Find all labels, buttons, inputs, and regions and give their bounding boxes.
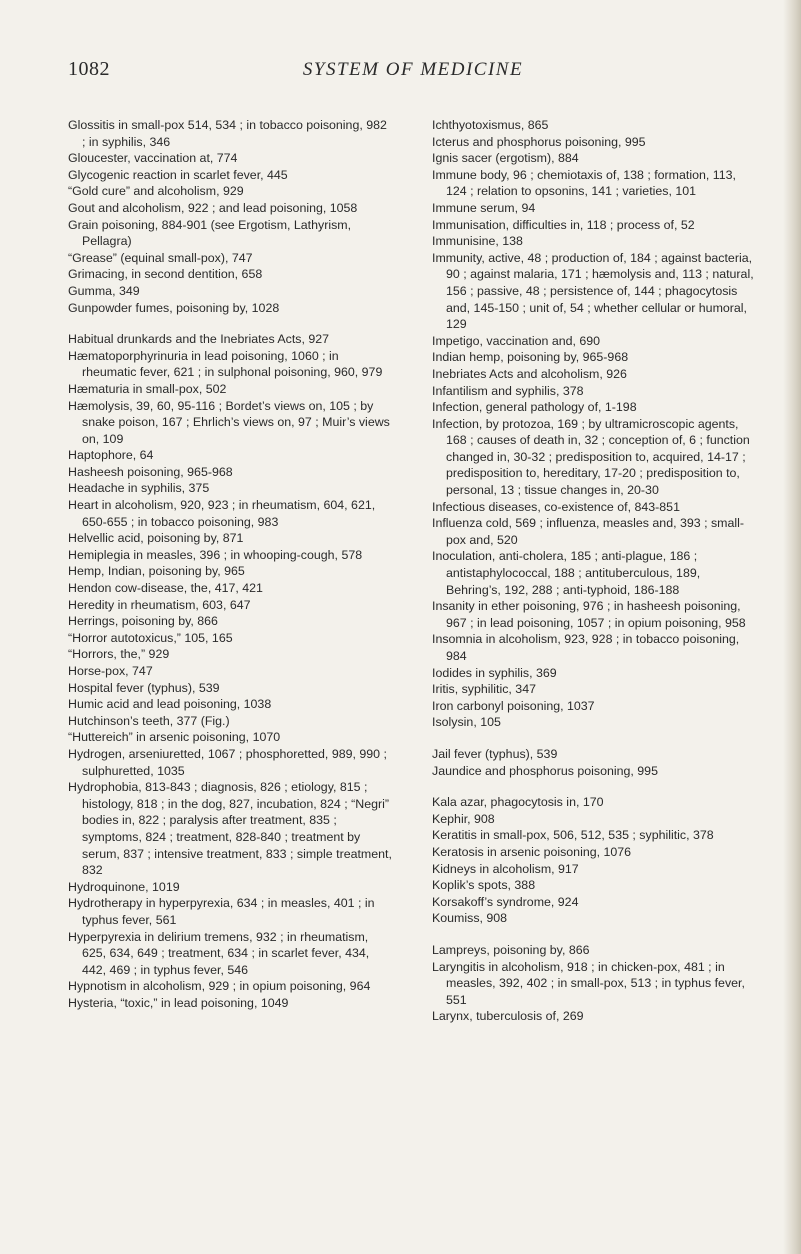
index-entry: Kala azar, phagocytosis in, 170 [432, 795, 604, 810]
index-entry: Korsakoff’s syndrome, 924 [432, 894, 579, 909]
index-entry: Hypnotism in alcoholism, 929 ; in opium poisoning, 964 [68, 979, 371, 994]
index-entry: Icterus and phosphorus poisoning, 995 [432, 134, 646, 149]
index-entry: Gloucester, vaccination at, 774 [68, 151, 238, 166]
index-entry: Laryngitis in alcoholism, 918 ; in chicken-pox, 481 ; in measles, 392, 402 ; in small-pox, 513 ; in typhus fever, 551 [432, 959, 745, 1007]
index-entry: Ignis sacer (ergotism), 884 [432, 151, 579, 166]
index-entry: Kephir, 908 [432, 811, 495, 826]
section-gap [432, 731, 757, 746]
index-entry: Hutchinson’s teeth, 377 (Fig.) [68, 713, 230, 728]
index-entry: Heart in alcoholism, 920, 923 ; in rheumatism, 604, 621, 650-655 ; in tobacco poisoning, 983 [68, 498, 376, 529]
index-columns [68, 117, 768, 1197]
index-entry: Haptophore, 64 [68, 448, 154, 463]
index-entry: Herrings, poisoning by, 866 [68, 614, 218, 629]
index-entry: Hyperpyrexia in delirium tremens, 932 ; in rheumatism, 625, 634, 649 ; treatment, 634 ; in scarlet fever, 434, 442, 469 ; in typhus fever, 546 [68, 929, 370, 977]
index-entry: Lampreys, poisoning by, 866 [432, 942, 590, 957]
index-entry: Impetigo, vaccination and, 690 [432, 333, 601, 348]
index-entry: Immunisation, difficulties in, 118 ; process of, 52 [432, 217, 695, 232]
index-entry: Kidneys in alcoholism, 917 [432, 861, 579, 876]
index-entry: Hydrophobia, 813-843 ; diagnosis, 826 ; etiology, 815 ; histology, 818 ; in the dog, 827, incubation, 824 ; “Negri” bodies in, 822 ; paralysis after treatment, 835 ; symptoms, 824 ; treatment, 828-840 ; treatment by serum, 837 ; intensive treatment, 833 ; simple treatment, 832 [68, 780, 392, 878]
index-entry: Koplik’s spots, 388 [432, 878, 536, 893]
index-entry: Hasheesh poisoning, 965-968 [68, 464, 233, 479]
index-entry: Infection, general pathology of, 1-198 [432, 400, 637, 415]
index-entry: Insanity in ether poisoning, 976 ; in hasheesh poisoning, 967 ; in lead poisoning, 1057 ; in opium poisoning, 958 [432, 599, 746, 630]
index-entry: Infantilism and syphilis, 378 [432, 383, 584, 398]
running-title: SYSTEM OF MEDICINE [302, 59, 524, 80]
index-entry: Iodides in syphilis, 369 [432, 665, 557, 680]
section-gap [68, 316, 393, 331]
index-entry: Immune body, 96 ; chemiotaxis of, 138 ; formation, 113, 124 ; relation to opsonins, 141 ; varieties, 101 [432, 167, 736, 199]
index-entry: Hendon cow-disease, the, 417, 421 [68, 581, 263, 596]
section-gap [432, 779, 757, 794]
index-entry: Hæmaturia in small-pox, 502 [68, 381, 227, 396]
index-entry: Iron carbonyl poisoning, 1037 [432, 698, 595, 713]
index-entry: Infectious diseases, co-existence of, 843-851 [432, 499, 680, 514]
page-number: 1082 [68, 58, 110, 80]
index-entry: Isolysin, 105 [432, 715, 501, 730]
index-entry: Iritis, syphilitic, 347 [432, 682, 536, 697]
index-entry: “Horror autotoxicus,” 105, 165 [68, 630, 233, 645]
index-entry: Jail fever (typhus), 539 [432, 746, 558, 761]
index-entry: Infection, by protozoa, 169 ; by ultramicroscopic agents, 168 ; causes of death in, 32 ; conception of, 6 ; function changed in, 30-32 ; predisposition to, acquired, 14-17 ; predisposition to, hereditary, 17-20 ; predisposition to, personal, 13 ; tissue changes in, 20-30 [432, 416, 750, 498]
index-entry: Ichthyotoxismus, 865 [432, 118, 549, 132]
index-entry: Glycogenic reaction in scarlet fever, 445 [68, 167, 288, 182]
index-entry: Inebriates Acts and alcoholism, 926 [432, 366, 627, 381]
index-entry: Insomnia in alcoholism, 923, 928 ; in tobacco poisoning, 984 [432, 632, 740, 663]
index-entry: Grimacing, in second dentition, 658 [68, 267, 263, 282]
index-entry: Hæmolysis, 39, 60, 95-116 ; Bordet’s views on, 105 ; by snake poison, 167 ; Ehrlich’s views on, 97 ; Muir’s views on, 109 [68, 398, 390, 446]
index-entry: Hospital fever (typhus), 539 [68, 680, 220, 695]
index-entry: Keratitis in small-pox, 506, 512, 535 ; syphilitic, 378 [432, 828, 714, 843]
index-entry: Glossitis in small-pox 514, 534 ; in tobacco poisoning, 982 ; in syphilis, 346 [68, 118, 387, 149]
index-entry: Influenza cold, 569 ; influenza, measles and, 393 ; small-pox and, 520 [432, 516, 745, 547]
index-entry: Helvellic acid, poisoning by, 871 [68, 531, 244, 546]
index-entry: Larynx, tuberculosis of, 269 [432, 1009, 584, 1024]
index-entry: Immunity, active, 48 ; production of, 184 ; against bacteria, 90 ; against malaria, 171 ; hæmolysis and, 113 ; natural, 156 ; passive, 48 ; persistence of, 144 ; phagocytosis and, 145-150 ; unit of, 54 ; whether cellular or humoral, 129 [432, 250, 754, 332]
index-entry: Gumma, 349 [68, 283, 140, 298]
index-entry: Hydroquinone, 1019 [68, 879, 180, 894]
index-entry: Immunisine, 138 [432, 234, 523, 249]
page-header [68, 58, 758, 90]
index-entry: Heredity in rheumatism, 603, 647 [68, 597, 251, 612]
index-entry: Inoculation, anti-cholera, 185 ; anti-plague, 186 ; antistaphylococcal, 188 ; antituberculous, 189, Behring’s, 192, 288 ; anti-typhoid, 186-188 [432, 549, 701, 597]
index-entry: Jaundice and phosphorus poisoning, 995 [432, 763, 658, 778]
index-entry: Habitual drunkards and the Inebriates Acts, 927 [68, 332, 330, 347]
index-entry: Keratosis in arsenic poisoning, 1076 [432, 844, 632, 859]
index-entry: “Huttereich” in arsenic poisoning, 1070 [68, 730, 281, 745]
index-entry: “Horrors, the,” 929 [68, 647, 170, 662]
index-entry: Headache in syphilis, 375 [68, 481, 210, 496]
section-gap [432, 927, 757, 942]
page-edge-shadow [783, 0, 801, 1254]
index-column-right [432, 117, 757, 1025]
index-entry: Koumiss, 908 [432, 911, 508, 926]
index-column-left [68, 117, 393, 1011]
index-entry: “Gold cure” and alcoholism, 929 [68, 184, 244, 199]
index-entry: Hysteria, “toxic,” in lead poisoning, 1049 [68, 995, 289, 1010]
index-entry: “Grease” (equinal small-pox), 747 [68, 250, 253, 265]
index-entry: Gout and alcoholism, 922 ; and lead poisoning, 1058 [68, 200, 358, 215]
index-entry: Humic acid and lead poisoning, 1038 [68, 697, 272, 712]
index-entry: Hemp, Indian, poisoning by, 965 [68, 564, 245, 579]
index-entry: Indian hemp, poisoning by, 965-968 [432, 350, 629, 365]
index-entry: Grain poisoning, 884-901 (see Ergotism, Lathyrism, Pellagra) [68, 217, 352, 249]
index-entry: Gunpowder fumes, poisoning by, 1028 [68, 300, 280, 315]
index-entry: Hydrotherapy in hyperpyrexia, 634 ; in measles, 401 ; in typhus fever, 561 [68, 896, 375, 927]
index-entry: Horse-pox, 747 [68, 664, 153, 678]
index-entry: Hemiplegia in measles, 396 ; in whooping-cough, 578 [68, 547, 363, 562]
index-entry: Hæmatoporphyrinuria in lead poisoning, 1060 ; in rheumatic fever, 621 ; in sulphonal poisoning, 960, 979 [68, 348, 383, 380]
index-entry: Immune serum, 94 [432, 200, 536, 215]
index-entry: Hydrogen, arseniuretted, 1067 ; phosphoretted, 989, 990 ; sulphuretted, 1035 [68, 746, 387, 778]
